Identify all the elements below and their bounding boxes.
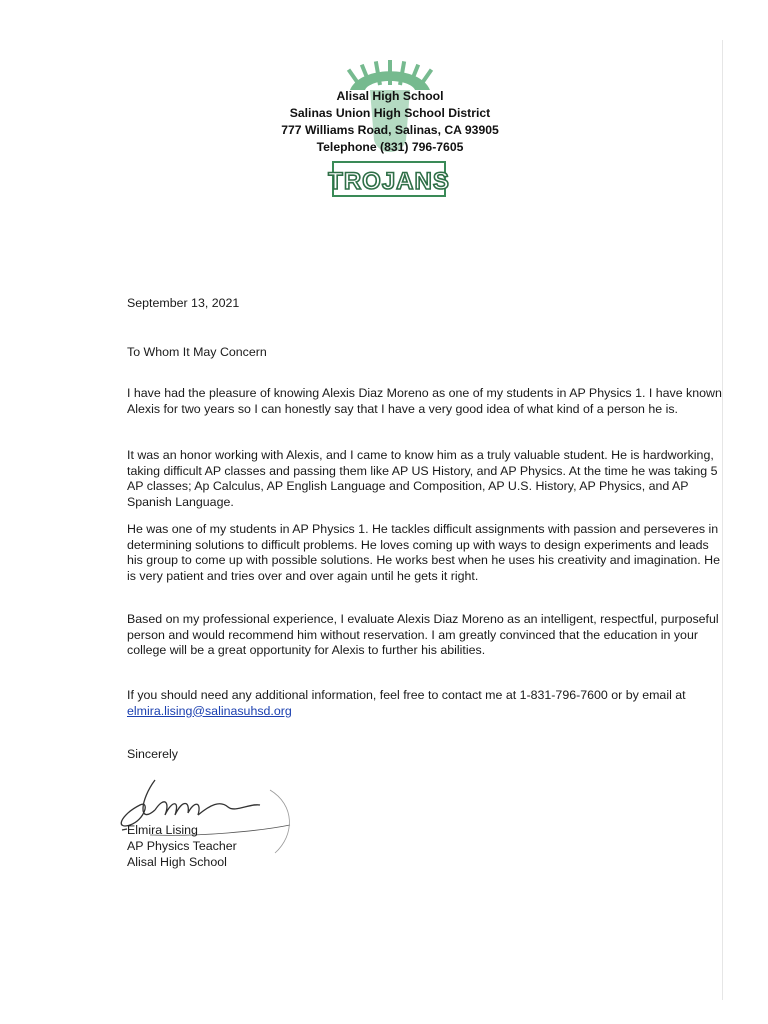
district-name: Salinas Union High School District [289,106,491,120]
paragraph-2: It was an honor working with Alexis, and I came to know him as a truly valuable student. He is hardworking, taking difficult AP classes and passing them like AP US History, and AP Physics. At the time he was taking 5 AP classes; Ap Calculus, AP English Language and Composition, AP U.S. History, AP Physics, and AP Spanish Language. [127,448,718,509]
letter-date: September 13, 2021 [127,296,240,310]
signer-title: AP Physics Teacher [127,839,237,853]
mascot-wordmark: TROJANS [328,168,450,195]
school-address: 777 Williams Road, Salinas, CA 93905 [281,123,499,137]
signer-name: Elmira Lising [127,823,198,837]
paragraph-4: Based on my professional experience, I evaluate Alexis Diaz Moreno as an intelligent, respectful, purposeful person and would recommend him without reservation. I am greatly convinced that the education in your college will be a great opportunity for Alexis to further his abilities. [127,612,719,657]
contact-email-link[interactable]: elmira.lising@salinasuhsd.org [127,703,292,718]
paragraph-3: He was one of my students in AP Physics 1. He tackles difficult assignments with passion and perseveres in determining solutions to difficult problems. He loves coming up with ways to design experiments and leads his group to come up with possible solutions. He works best when he uses his creativity and imagination. He is very patient and tries over and over again until he gets it right. [127,522,720,583]
salutation: To Whom It May Concern [127,345,267,359]
page-edge [722,40,723,1000]
paragraph-1: I have had the pleasure of knowing Alexis Diaz Moreno as one of my students in AP Physics 1. I have known Alexis for two years so I can honestly say that I have a very good idea of what kind of a person he is. [127,386,722,416]
contact-text: If you should need any additional information, feel free to contact me at 1-831-796-7600 or by email at [127,688,686,702]
letterhead [230,60,550,210]
closing: Sincerely [127,747,178,761]
school-telephone: Telephone (831) 796-7605 [316,140,464,154]
signer-school: Alisal High School [127,855,227,869]
school-name: Alisal High School [336,89,444,103]
contact-paragraph [127,688,727,719]
